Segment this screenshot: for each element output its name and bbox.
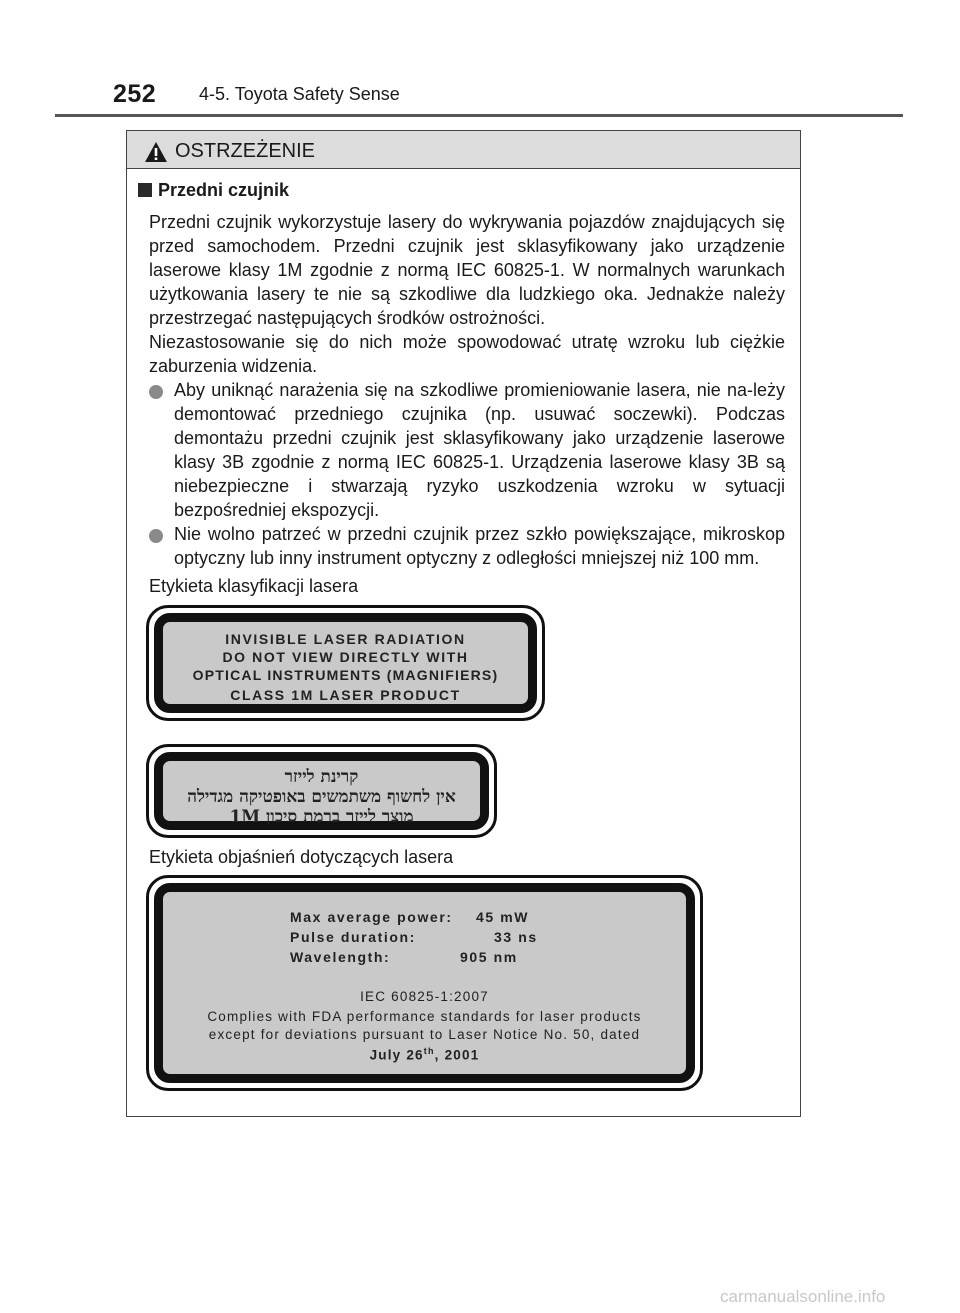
round-bullet-icon [149, 385, 163, 399]
laser-class-label-en [146, 605, 545, 721]
warning-header [127, 131, 800, 169]
label-line: CLASS 1M LASER PRODUCT [230, 687, 461, 703]
section-title: 4-5. Toyota Safety Sense [199, 84, 400, 104]
standard-text: IEC 60825-1:2007 [360, 989, 489, 1004]
watermark: carmanualsonline.info [720, 1287, 886, 1306]
fda-line-1: Complies with FDA performance standards for laser products [207, 1009, 642, 1024]
laser-spec-label [146, 875, 703, 1091]
pulse-value: 33 ns [494, 929, 538, 945]
sensor-paragraph: Przedni czujnik wykorzystuje lasery do wykrywania pojazdów znajdujących się przed samochodem. Przedni czujnik jest sklasyfikowany jako urządzenie laserowe klasy 1M zgodnie z normą IEC 60825-1. W normalnych warunkach użytkowania lasery te nie są szkodliwe dla ludzkiego oka. Jednakże należy przestrzegać następujących środków ostrożności. [149, 212, 785, 328]
caption-classification: Etykieta klasyfikacji lasera [149, 576, 359, 596]
label-line: OPTICAL INSTRUMENTS (MAGNIFIERS) [192, 667, 499, 683]
laser-class-label-he [146, 744, 497, 838]
label-line: מוצר לייזר ברמת סיכון 1M [229, 807, 414, 827]
fda-line-2: except for deviations pursuant to Laser Notice No. 50, dated [208, 1027, 641, 1042]
page-number: 252 [113, 80, 157, 108]
wave-value: 905 nm [460, 949, 518, 965]
power-key: Max average power: [290, 909, 453, 925]
bullet-optics: Nie wolno patrzeć w przedni czujnik przez szkło powiększające, mikroskop optyczny lub inny instrument optyczny z odległości mniejszej niż 100 mm. [174, 524, 785, 568]
wave-key: Wavelength: [290, 949, 391, 965]
label-line: INVISIBLE LASER RADIATION [225, 631, 466, 647]
subsection-title: Przedni czujnik [158, 180, 290, 200]
header-rule [55, 114, 903, 117]
square-bullet-icon [138, 183, 152, 197]
date-year: , 2001 [434, 1047, 480, 1063]
power-value: 45 mW [476, 909, 530, 925]
date-main: July 26 [369, 1047, 424, 1063]
caption-explanation: Etykieta objaśnień dotyczących lasera [149, 847, 454, 867]
date-sup: th [423, 1046, 435, 1056]
warning-title: OSTRZEŻENIE [175, 140, 316, 162]
warning-triangle-icon [144, 141, 168, 168]
label-line: קרינת לייזר [284, 767, 359, 787]
consequence-paragraph: Niezastosowanie się do nich może spowodować utratę wzroku lub ciężkie zaburzenia widzenia. [149, 332, 785, 376]
round-bullet-icon [149, 529, 163, 543]
bullet-disassembly: Aby uniknąć narażenia się na szkodliwe promieniowanie lasera, nie na-leży demontować przedniego czujnika (np. usuwać soczewki). Podczas demontażu przedni czujnik jest sklasyfikowany jako urządzenie laserowe klasy 3B zgodnie z normą IEC 60825-1. Urządzenia laserowe klasy 3B są niebezpieczne i stwarzają ryzyko uszkodzenia wzroku w sytuacji bezpośredniej ekspozycji. [174, 380, 785, 520]
fda-date [163, 1046, 686, 1063]
warning-box [126, 130, 801, 1117]
label-line: DO NOT VIEW DIRECTLY WITH [222, 649, 469, 665]
pulse-key: Pulse duration: [290, 929, 416, 945]
label-line: אין לחשוף משתמשים באופטיקה מגדילה [187, 787, 456, 807]
